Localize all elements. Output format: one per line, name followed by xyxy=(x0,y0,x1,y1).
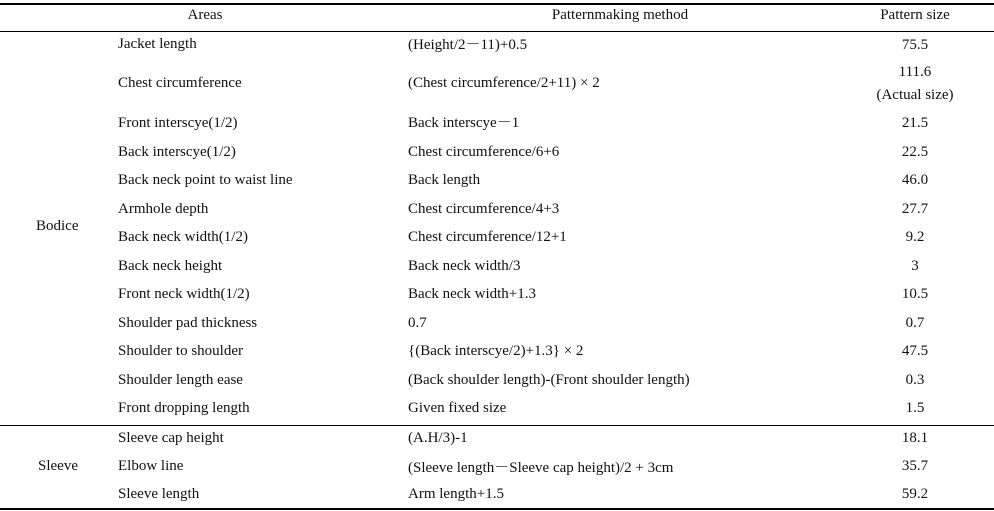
area-cell: Front interscye(1/2) xyxy=(118,115,238,131)
size-cell: 9.2 xyxy=(905,229,925,245)
group-label-bodice: Bodice xyxy=(36,218,79,234)
method-cell: (Back shoulder length)-(Front shoulder length) xyxy=(408,372,690,388)
bottom-rule xyxy=(0,508,994,510)
size-cell: 0.7 xyxy=(905,315,925,331)
area-cell: Sleeve cap height xyxy=(118,430,224,446)
size-cell: 3 xyxy=(911,258,919,274)
size-cell: 22.5 xyxy=(901,144,929,160)
method-cell: Given fixed size xyxy=(408,400,507,416)
area-cell: Back neck width(1/2) xyxy=(118,229,248,245)
method-cell: (A.H/3)-1 xyxy=(408,430,468,446)
size-note-cell: (Actual size) xyxy=(876,87,954,103)
size-cell: 46.0 xyxy=(901,172,929,188)
size-cell: 35.7 xyxy=(901,458,929,474)
header-size: Pattern size xyxy=(880,7,950,23)
method-cell: Chest circumference/6+6 xyxy=(408,144,560,160)
size-cell: 1.5 xyxy=(905,400,925,416)
size-cell: 21.5 xyxy=(901,115,929,131)
size-cell: 10.5 xyxy=(901,286,929,302)
method-cell: Back length xyxy=(408,172,481,188)
area-cell: Elbow line xyxy=(118,458,184,474)
size-cell: 27.7 xyxy=(901,201,929,217)
area-cell: Sleeve length xyxy=(118,486,200,502)
area-cell: Shoulder pad thickness xyxy=(118,315,258,331)
header-areas: Areas xyxy=(187,7,223,23)
method-cell: Back neck width/3 xyxy=(408,258,521,274)
method-cell: (Sleeve length－Sleeve cap height)/2 + 3cm xyxy=(408,460,674,476)
area-cell: Back neck height xyxy=(118,258,223,274)
area-cell: Shoulder length ease xyxy=(118,372,243,388)
size-cell: 59.2 xyxy=(901,486,929,502)
area-cell: Front neck width(1/2) xyxy=(118,286,250,302)
area-cell: Jacket length xyxy=(118,36,197,52)
method-cell: Chest circumference/12+1 xyxy=(408,229,567,245)
method-cell: Arm length+1.5 xyxy=(408,486,504,502)
method-cell: (Height/2－11)+0.5 xyxy=(408,37,528,53)
group-label-sleeve: Sleeve xyxy=(38,458,78,474)
size-cell: 47.5 xyxy=(901,343,929,359)
size-cell: 75.5 xyxy=(901,37,929,53)
method-cell: 0.7 xyxy=(408,315,427,331)
method-cell: Back neck width+1.3 xyxy=(408,286,537,302)
header-method: Patternmaking method xyxy=(551,7,689,23)
size-cell: 0.3 xyxy=(905,372,925,388)
area-cell: Shoulder to shoulder xyxy=(118,343,243,359)
header-rule xyxy=(0,31,994,32)
area-cell: Armhole depth xyxy=(118,201,209,217)
group-divider-rule xyxy=(0,425,994,426)
size-cell: 111.6 xyxy=(898,64,932,80)
method-cell: (Chest circumference/2+11) × 2 xyxy=(408,75,600,91)
top-rule xyxy=(0,3,994,5)
method-cell: Chest circumference/4+3 xyxy=(408,201,560,217)
area-cell: Back neck point to waist line xyxy=(118,172,293,188)
method-cell: {(Back interscye/2)+1.3} × 2 xyxy=(408,343,584,359)
size-cell: 18.1 xyxy=(901,430,929,446)
area-cell: Chest circumference xyxy=(118,75,242,91)
area-cell: Back interscye(1/2) xyxy=(118,144,236,160)
method-cell: Back interscye－1 xyxy=(408,115,520,131)
area-cell: Front dropping length xyxy=(118,400,250,416)
